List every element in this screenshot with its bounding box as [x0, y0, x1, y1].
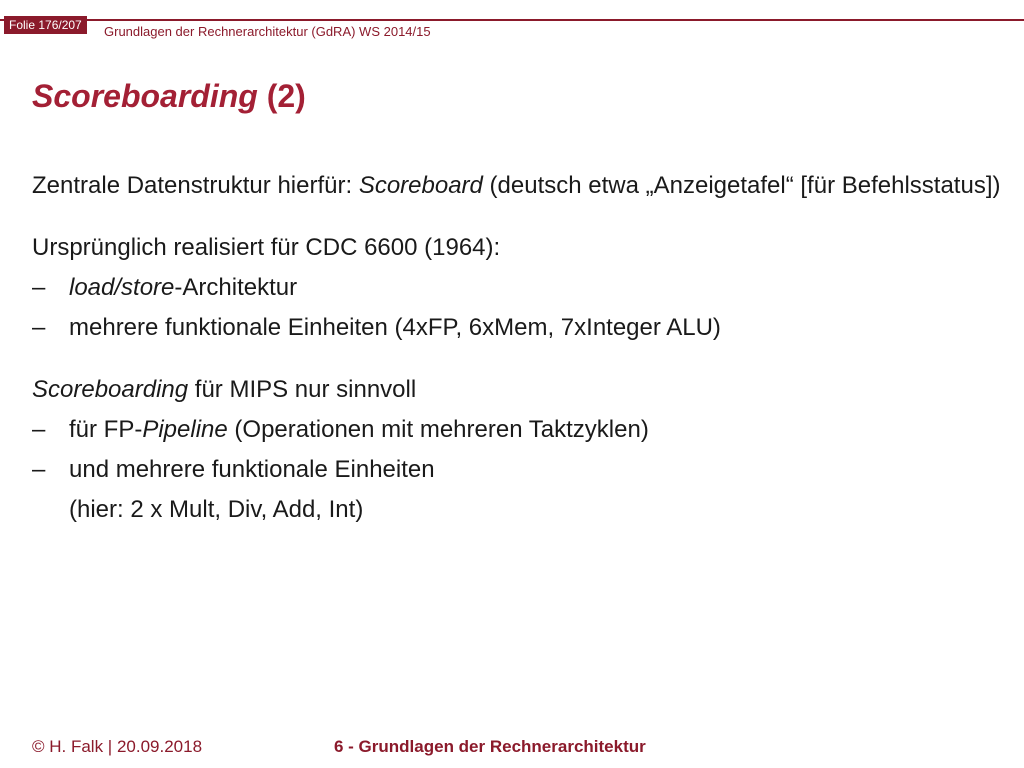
slide-content	[32, 166, 1007, 530]
text-span: Zentrale Datenstruktur hierfür:	[32, 172, 359, 199]
slide-number-badge: Folie 176/207	[4, 16, 87, 34]
text-span: und mehrere funktionale Einheiten	[69, 456, 435, 483]
italic-term: Scoreboard	[358, 172, 483, 199]
slide-title-rest: (2)	[257, 78, 306, 114]
bullet-item	[32, 410, 1007, 450]
paragraph-lead	[32, 370, 1007, 410]
text-span: für FP-	[69, 416, 143, 443]
bullet-continuation: (hier: 2 x Mult, Div, Add, Int)	[69, 496, 364, 523]
bullet-item	[32, 268, 1007, 308]
paragraph-mips	[32, 370, 1007, 530]
paragraph-text	[32, 166, 1007, 206]
dash-marker: –	[32, 274, 46, 301]
footer-chapter: 6 - Grundlagen der Rechnerarchitektur	[334, 737, 646, 756]
paragraph-datastructure	[32, 166, 1007, 206]
text-span: (deutsch etwa „Anzeigetafel“ [für Befehlsstatus])	[482, 172, 1001, 199]
text-span: für MIPS nur sinnvoll	[188, 376, 417, 403]
paragraph-lead: Ursprünglich realisiert für CDC 6600 (1964):	[32, 234, 501, 261]
text-span: (Operationen mit mehreren Taktzyklen)	[227, 416, 649, 443]
bullet-item	[32, 308, 1007, 348]
italic-term: Pipeline	[142, 416, 228, 443]
dash-marker: –	[32, 416, 46, 443]
paragraph-cdc6600	[32, 228, 1007, 348]
slide-title	[32, 76, 306, 116]
footer-author-date: © H. Falk | 20.09.2018	[32, 737, 203, 756]
dash-marker: –	[32, 456, 46, 483]
italic-term: load/store	[69, 274, 175, 301]
header-rule	[0, 19, 1024, 21]
text-span: -Architektur	[174, 274, 298, 301]
slide-title-italic: Scoreboarding	[32, 78, 258, 114]
text-span: mehrere funktionale Einheiten (4xFP, 6xMem, 7xInteger ALU)	[69, 314, 721, 341]
course-title: Grundlagen der Rechnerarchitektur (GdRA) WS 2014/15	[104, 24, 431, 39]
italic-term: Scoreboarding	[32, 376, 189, 403]
dash-marker: –	[32, 314, 46, 341]
bullet-item	[32, 450, 1007, 490]
